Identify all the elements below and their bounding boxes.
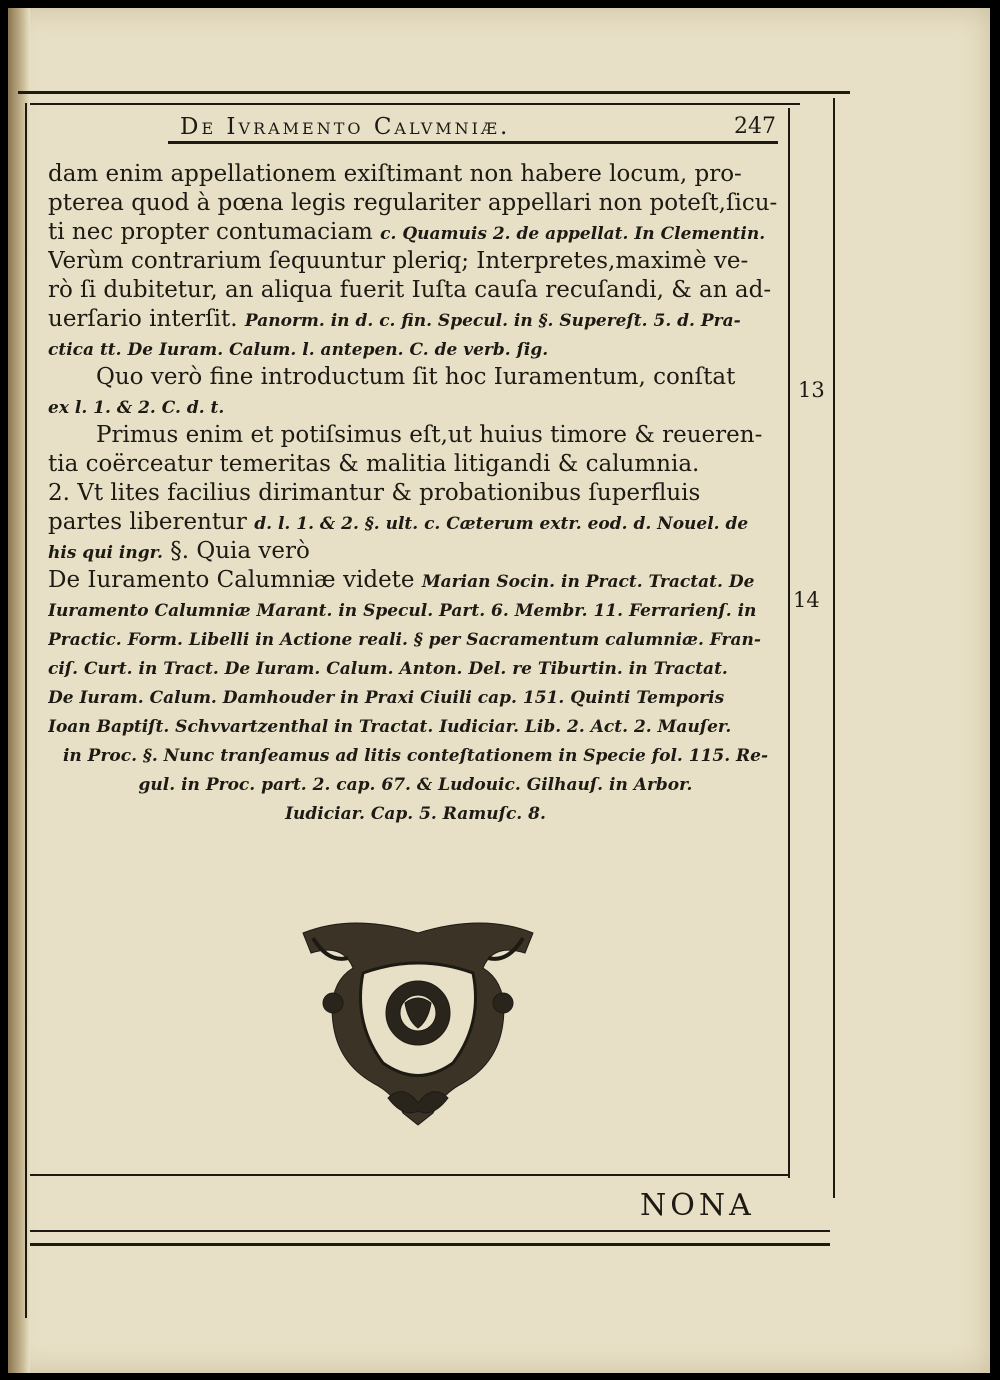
header-rule-upper <box>30 103 800 105</box>
citation-text: Ioan Baptiſt. Schvvartzenthal in Tractat. Iudiciar. Lib. 2. Act. 2. Mauſer. <box>48 717 732 737</box>
body-text-segment: tia coërceatur temeritas & malitia litigandi & calumnia. <box>48 451 700 477</box>
text-line <box>48 218 783 247</box>
text-line <box>48 363 783 392</box>
header-rule-lower <box>168 141 778 144</box>
left-column-rule <box>25 103 27 1318</box>
body-text-segment: §. Quia verò <box>162 538 310 564</box>
citation-text: Marian Socin. in Pract. Tractat. De <box>421 572 755 592</box>
body-text-segment: 2. Vt lites facilius dirimantur & probationibus ſuperfluis <box>48 480 701 506</box>
text-line <box>48 276 783 305</box>
text-line <box>48 682 783 711</box>
text-line <box>48 392 783 421</box>
top-rule <box>18 91 850 94</box>
text-line <box>48 740 783 769</box>
citation-text: Practic. Form. Libelli in Actione reali. § per Sacramentum calumniæ. Fran- <box>48 630 761 650</box>
citation-text: De Iuram. Calum. Damhouder in Praxi Ciuili cap. 151. Quinti Temporis <box>48 688 725 708</box>
text-line <box>48 247 783 276</box>
tailpiece-ornament <box>293 913 543 1128</box>
body-text-segment: uerſario interſit. <box>48 306 245 332</box>
body-text-segment: De Iuramento Calumniæ videte <box>48 567 422 593</box>
bottom-rule-lower <box>30 1230 830 1232</box>
citation-text: c. Quamuis 2. de appellat. In Clementin. <box>380 224 766 244</box>
text-line <box>48 421 783 450</box>
body-text-segment: Verùm contrarium ſequuntur pleriq; Interpretes,maximè ve- <box>48 248 749 274</box>
text-line <box>48 305 783 334</box>
body-text-segment: dam enim appellationem exiſtimant non habere locum, pro- <box>48 161 742 187</box>
body-text-segment: pterea quod à pœna legis regulariter appellari non poteſt,ſicu- <box>48 190 778 216</box>
citation-text: Iudiciar. Cap. 5. Ramuſc. 8. <box>285 804 546 824</box>
citation-text: in Proc. §. Nunc tranſeamus ad litis conteſtationem in Specie fol. 115. Re- <box>62 746 769 766</box>
body-text-segment: rò ſi dubitetur, an aliqua fuerit Iuſta cauſa recuſandi, & an ad- <box>48 277 772 303</box>
book-page <box>8 8 990 1373</box>
text-line <box>48 711 783 740</box>
citation-text: gul. in Proc. part. 2. cap. 67. & Ludouic. Gilhauſ. in Arbor. <box>138 775 693 795</box>
bottom-rule-foot <box>30 1243 830 1246</box>
body-text-segment: partes liberentur <box>48 509 255 535</box>
text-line <box>48 479 783 508</box>
citation-text: Panorm. in d. c. fin. Specul. in §. Supereſt. 5. d. Pra- <box>244 311 741 331</box>
outer-margin-rule <box>833 98 835 1198</box>
text-line <box>48 334 783 363</box>
citation-text: Iuramento Calumniæ Marant. in Specul. Part. 6. Membr. 11. Ferrarienſ. in <box>48 601 757 621</box>
body-text-segment: Primus enim et potiſsimus eſt,ut huius timore & reueren- <box>96 422 763 448</box>
text-line <box>48 624 783 653</box>
text-line <box>48 595 783 624</box>
body-text-segment: ti nec propter contumaciam <box>48 219 381 245</box>
body-text <box>48 160 783 827</box>
body-text-segment: Quo verò fine introductum ſit hoc Iuramentum, conſtat <box>96 364 736 390</box>
margin-number-13: 13 <box>798 378 825 402</box>
citation-text: his qui ingr. <box>48 543 163 563</box>
text-line <box>48 769 783 798</box>
text-line <box>48 798 783 827</box>
text-line <box>48 566 783 595</box>
margin-number-14: 14 <box>793 588 820 612</box>
catchword: NONA <box>640 1188 755 1223</box>
bottom-rule-upper <box>30 1174 790 1176</box>
text-line <box>48 450 783 479</box>
citation-text: ctica tt. De Iuram. Calum. l. antepen. C. de verb. ſig. <box>48 340 549 360</box>
right-column-rule <box>788 108 790 1178</box>
text-line <box>48 537 783 566</box>
page-number: 247 <box>734 114 776 139</box>
text-line <box>48 160 783 189</box>
citation-text: d. l. 1. & 2. §. ult. c. Cæterum extr. eod. d. Nouel. de <box>254 514 749 534</box>
text-line <box>48 653 783 682</box>
citation-text: ciſ. Curt. in Tract. De Iuram. Calum. Anton. Del. re Tiburtin. in Tractat. <box>48 659 728 679</box>
text-line <box>48 189 783 218</box>
running-head: De Ivramento Calvmniæ. <box>180 114 511 140</box>
citation-text: ex l. 1. & 2. C. d. t. <box>48 398 225 418</box>
text-line <box>48 508 783 537</box>
